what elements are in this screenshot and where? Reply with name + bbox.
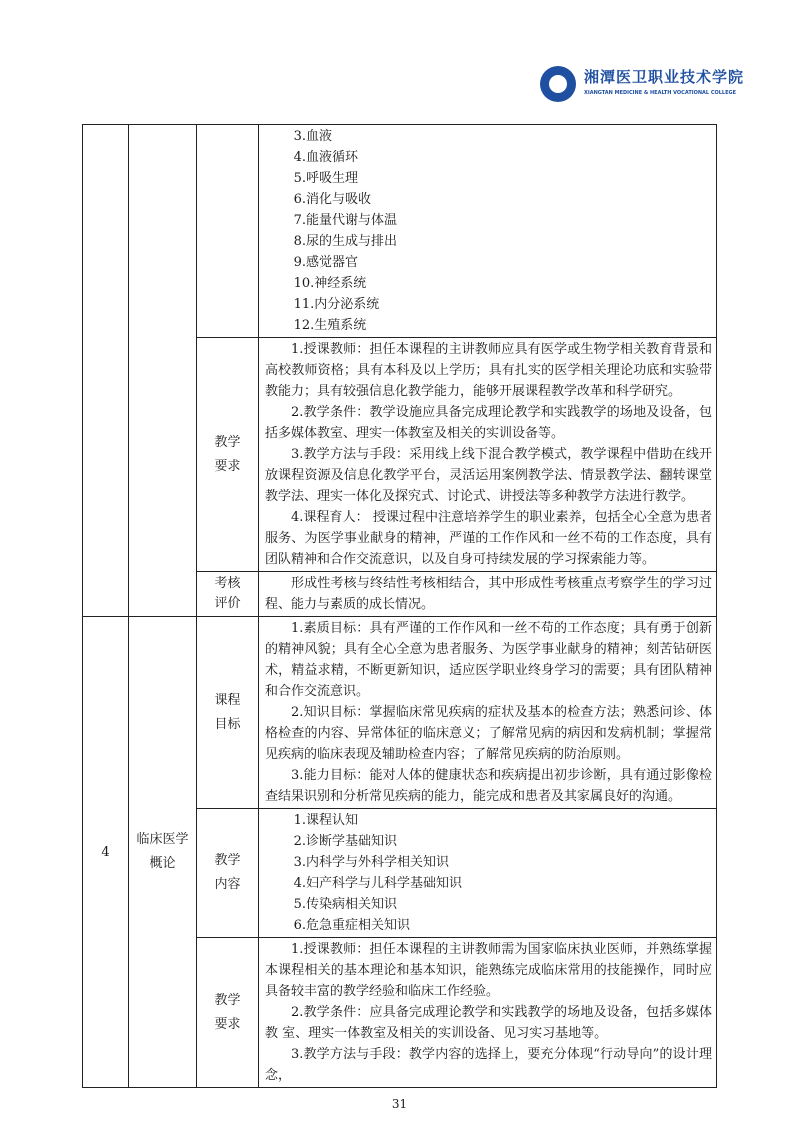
paragraph: 1.素质目标：具有严谨的工作作风和一丝不苟的工作态度；具有勇于创新的精神风貌；具有全心全意为患者服务、为医学事业献身的精神；刻苦钻研医术，精益求精，不断更新知识，适应医学职业终身学习的需要；具有团队精神和合作交流意识。 xyxy=(265,621,712,699)
table-row xyxy=(83,125,717,338)
paragraph: 4.课程育人： 授课过程中注意培养学生的职业素养，包括全心全意为患者服务、为医学事业献身的精神，严谨的工作作风和一丝不苟的工作态度，具有团队精神和合作交流意识，以及自身可持续发展的学习探索能力等。 xyxy=(265,510,712,567)
paragraph: 3.能力目标：能对人体的健康状态和疾病提出初步诊断，具有通过影像检查结果识别和分析常见疾病的能力，能完成和患者及其家属良好的沟通。 xyxy=(265,768,712,804)
table-row xyxy=(83,617,717,809)
list-item: 6.危急重症相关知识 xyxy=(293,918,410,933)
paragraph: 2.教学条件：应具备完成理论教学和实践教学的场地及设备，包括多媒体教 室、理实一体教室及相关的实训设备、见习实习基地等。 xyxy=(265,1005,712,1041)
course-name: 临床医学概论 xyxy=(136,832,189,871)
prev-content-cell xyxy=(259,125,717,338)
paragraph: 1.授课教师：担任本课程的主讲教师应具有医学或生物学相关教育背景和高校教师资格；具有本科及以上学历；具有扎实的医学相关理论功底和实验带教能力；具有较强信息化教学能力，能够开展课程教学改革和科学研究。 xyxy=(265,342,712,399)
eval-cell xyxy=(259,572,717,617)
prev-number-cell xyxy=(83,125,129,617)
row-label: 教学内容 xyxy=(214,853,241,892)
paragraph: 3.教学方法与手段：教学内容的选择上，要充分体现“行动导向”的设计理念， xyxy=(265,1047,712,1083)
goal-cell xyxy=(259,617,717,809)
page-body xyxy=(82,124,717,1112)
req-cell xyxy=(259,938,717,1088)
paragraph: 1.授课教师：担任本课程的主讲教师需为国家临床执业医师，并熟练掌握本课程相关的基本理论和基本知识，能熟练完成临床常用的技能操作，同时应具备较丰富的教学经验和临床工作经验。 xyxy=(265,942,712,999)
college-logo xyxy=(540,66,745,106)
req-label-cell xyxy=(197,338,259,572)
content-label-cell xyxy=(197,809,259,938)
paragraph: 2.知识目标：掌握临床常见疾病的症状及基本的检查方法；熟悉问诊、体格检查的内容、异常体征的临床意义；了解常见病的病因和发病机制；掌握常见疾病的临床表现及辅助检查内容；了解常见疾病的防治原则。 xyxy=(265,705,712,762)
list-item: 12.生殖系统 xyxy=(293,318,367,333)
college-emblem-icon xyxy=(540,66,576,102)
prev-content-label-cell xyxy=(197,125,259,338)
list-item: 3.血液 xyxy=(293,129,332,144)
list-item: 2.诊断学基础知识 xyxy=(293,834,397,849)
list-item: 5.呼吸生理 xyxy=(293,171,358,186)
course-name-cell xyxy=(129,617,197,1088)
list-item: 6.消化与吸收 xyxy=(293,192,371,207)
list-item: 1.课程认知 xyxy=(293,813,358,828)
req-label-cell xyxy=(197,938,259,1088)
row-label: 课程目标 xyxy=(214,692,241,732)
curriculum-table xyxy=(82,124,717,1088)
page-number: 31 xyxy=(391,1097,408,1111)
prev-name-cell xyxy=(129,125,197,617)
list-item: 7.能量代谢与体温 xyxy=(293,213,397,228)
content-cell xyxy=(259,809,717,938)
row-label: 考核评价 xyxy=(214,576,241,611)
list-item: 10.神经系统 xyxy=(293,276,367,291)
paragraph: 2.教学条件：教学设施应具备完成理论教学和实践教学的场地及设备，包括多媒体教室、理实一体教室及相关的实训设备等。 xyxy=(265,405,712,441)
list-item: 8.尿的生成与排出 xyxy=(293,234,397,249)
row-label: 教学要求 xyxy=(214,992,241,1032)
course-number-cell: 4 xyxy=(83,617,129,1088)
list-item: 11.内分泌系统 xyxy=(293,297,380,312)
row-label: 教学要求 xyxy=(214,434,241,474)
goal-label-cell xyxy=(197,617,259,809)
list-item: 5.传染病相关知识 xyxy=(293,897,397,912)
paragraph: 3.教学方法与手段：采用线上线下混合教学模式，教学课程中借助在线开放课程资源及信息化教学平台，灵活运用案例教学法、情景教学法、翻转课堂教学法、理实一体化及探究式、讨论式、讲授法等多种教学方法进行教学。 xyxy=(265,447,712,504)
logo-en: XIANGTAN MEDICINE & HEALTH VOCATIONAL COLLEGE xyxy=(584,90,737,96)
list-item: 4.血液循环 xyxy=(293,150,358,165)
list-item: 4.妇产科学与儿科学基础知识 xyxy=(293,876,462,891)
eval-label-cell xyxy=(197,572,259,617)
list-item: 9.感觉器官 xyxy=(293,255,358,270)
req-cell xyxy=(259,338,717,572)
list-item: 3.内科学与外科学相关知识 xyxy=(293,855,449,870)
logo-cn: 湘潭医卫职业技术学院 xyxy=(584,68,745,86)
paragraph: 形成性考核与终结性考核相结合，其中形成性考核重点考察学生的学习过程、能力与素质的成长情况。 xyxy=(265,576,712,612)
